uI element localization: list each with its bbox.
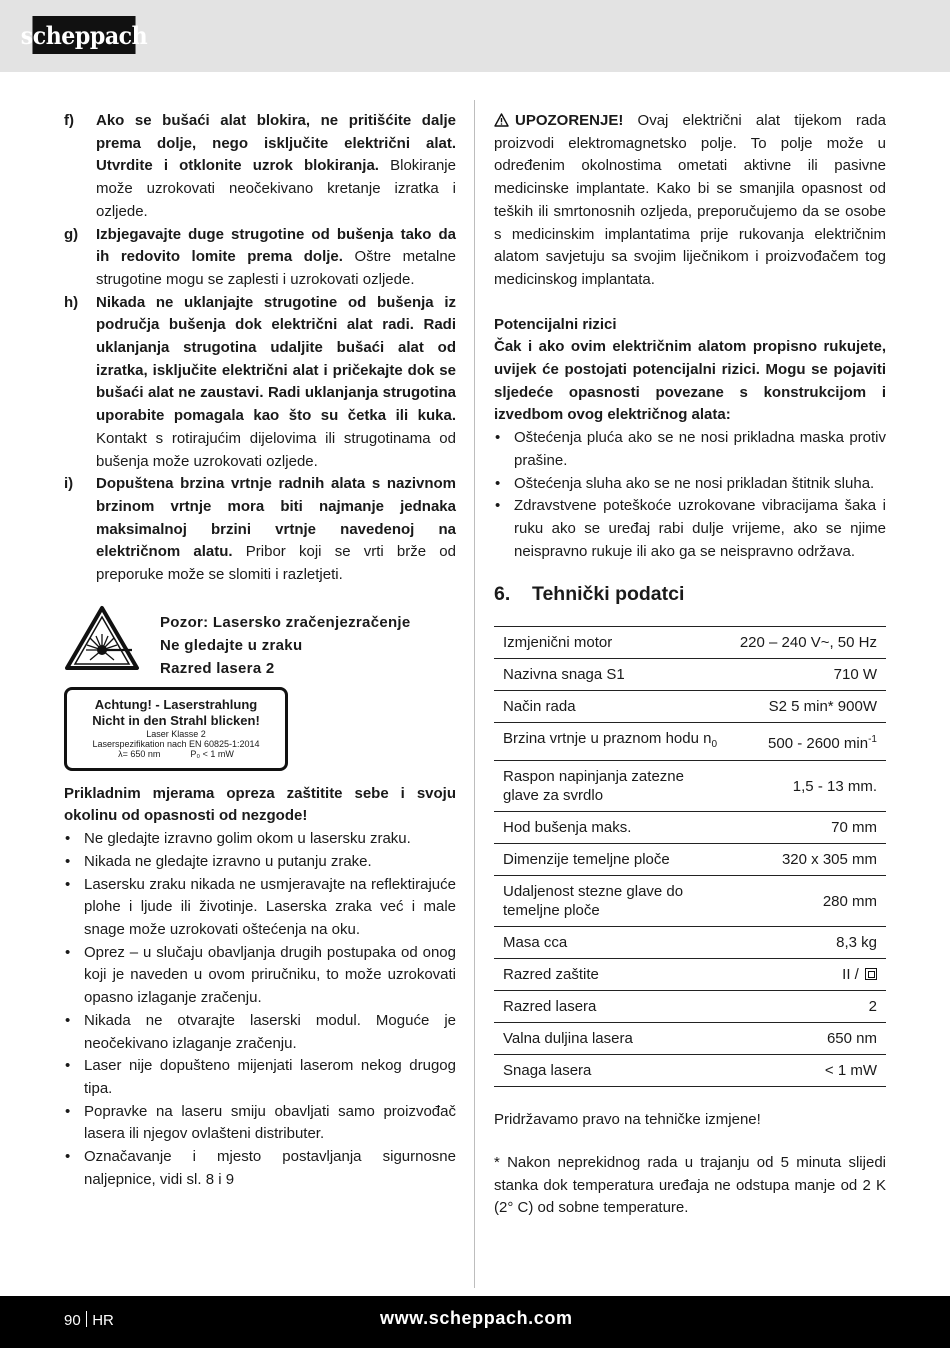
spec-value: 320 x 305 mm [731,844,886,876]
spec-value [731,959,886,991]
table-row [494,1023,886,1055]
spec-label: Masa cca [494,927,731,959]
sticker-wavelength: λ= 650 nm [118,748,161,759]
list-item-text: Ne gledajte izravno golim okom u lasersku zraku. [84,830,411,848]
item-normal-text: Oštre metalne strugotine mogu se zaplesti i uzrokovati ozljede. [96,248,457,288]
sticker-line: Laserspezifikation nach EN 60825-1:2014 [92,738,260,749]
item-letter: h) [64,293,79,311]
spec-label: Izmjenični motor [494,627,731,659]
table-row [494,761,886,812]
tech-data-table [494,626,886,1087]
laser-class-line: Razred lasera 2 [160,659,275,677]
list-item-text: Oštećenja sluha ako se ne nosi prikladan štitnik sluha. [514,474,875,492]
sticker-line: Laser Klasse 2 [146,728,206,739]
list-item-text: Oprez – u slučaju obavljanja drugih postupaka od onog koji je naveden u ovom priručniku, to može uzrokovati opasno izlaganje zračenju. [84,943,456,1007]
spec-label: Udaljenost stezne glave do temeljne ploče [494,876,731,927]
website-link[interactable]: www.scheppach.com [380,1308,573,1328]
safety-item-f [64,110,456,224]
safety-item-g [64,224,456,292]
spec-label: Razred zaštite [494,959,731,991]
item-normal-text: Kontakt s rotirajućim dijelovima ili strugotinama od bušenja može uzrokovati ozljede. [96,429,456,470]
list-item [494,495,886,563]
table-row [494,691,886,723]
spec-label: Nazivna snaga S1 [494,659,731,691]
spec-value: 710 W [731,659,886,691]
spec-value: < 1 mW [731,1055,886,1087]
page-footer [0,1296,950,1348]
list-item-text: Nikada ne gledajte izravno u putanju zrake. [84,852,372,870]
laser-safety-list [64,828,456,1191]
bullet-icon: • [65,943,71,961]
list-item [64,1146,456,1191]
sticker-spec-line [67,749,285,759]
list-item [64,1010,456,1055]
table-row [494,812,886,844]
spec-label: Raspon napinjanja zatezne glave za svrdlo [494,761,731,812]
table-row [494,659,886,691]
item-letter: i) [64,475,74,493]
list-item [64,942,456,1010]
emf-warning [494,110,886,292]
item-text [96,224,456,292]
language-code: HR [92,1312,114,1329]
bullet-icon: • [65,1102,71,1120]
list-item [64,851,456,874]
list-item-text: Oštećenja pluća ako se ne nosi prikladna maska protiv prašine. [514,429,886,469]
bullet-icon: • [65,1057,71,1075]
item-text [96,292,456,474]
item-text [96,110,456,224]
bullet-icon: • [495,497,501,515]
table-row [494,844,886,876]
protection-class-ii-icon [865,968,877,980]
laser-label-sticker [64,687,288,771]
page-number [64,1311,114,1329]
bullet-icon: • [65,1011,71,1029]
spec-value-superscript: -1 [868,734,877,746]
bullet-icon: • [65,852,71,870]
list-item-text: Označavanje i mjesto postavljanja sigurnosne naljepnice, vidi sl. 8 i 9 [84,1148,456,1188]
table-row [494,627,886,659]
protect-heading: Prikladnim mjerama opreza zaštitite sebe i svoju okolinu od opasnosti od nezgode! [64,784,456,825]
table-row [494,991,886,1023]
separator [86,1311,88,1327]
spec-label: Valna duljina lasera [494,1023,731,1055]
spec-value [731,723,886,761]
item-bold-text: Izbjegavajte duge strugotine od bušenja tako da ih redovito lomite prema dolje. [96,225,456,266]
right-column [494,110,886,1220]
spec-value: 650 nm [731,1023,886,1055]
footnote: * Nakon neprekidnog rada u trajanju od 5 minuta slijedi stanka dok temperatura uređaja ne odstupa manje od 2 K (2° C) od sobne temperature. [494,1154,886,1217]
scheppach-logo: scheppach [32,16,135,54]
spec-label: Razred lasera [494,991,731,1023]
list-item [64,1101,456,1146]
spec-value: 1,5 - 13 mm. [731,761,886,812]
laser-warning-text [160,611,411,680]
item-normal-text: Blokiranje može uzrokovati neočekivano kretanje izratka i ozljede. [96,157,456,220]
item-letter: f) [64,112,74,129]
spec-value-text: 500 - 2600 min [768,735,869,753]
list-item [64,1055,456,1100]
safety-item-i [64,473,456,587]
table-row [494,723,886,761]
list-item-text: Laser nije dopušteno mijenjati laserom nekog drugog tipa. [84,1057,456,1097]
page-number-value: 90 [64,1312,81,1329]
spec-label: Dimenzije temeljne ploče [494,844,731,876]
bullet-icon: • [65,1148,71,1166]
spec-value: S2 5 min* 900W [731,691,886,723]
spec-label-subscript: 0 [711,739,718,751]
table-row [494,1055,886,1087]
list-item-text: Popravke na laseru smiju obavljati samo proizvođač lasera ili njegov ovlašteni distributer. [84,1102,456,1143]
spec-value: 220 – 240 V~, 50 Hz [731,627,886,659]
section-number: 6. [494,583,511,606]
item-text [96,473,456,587]
table-row [494,959,886,991]
spec-label: Hod bušenja maks. [494,812,731,844]
risks-intro: Čak i ako ovim električnim alatom propisno rukujete, uvijek će postojati potencijalni rizici. Mogu se pojaviti sljedeće opasnosti povezane s konstrukcijom i izvedbom ovog električnog alata: [494,338,886,424]
list-item [494,473,886,496]
column-divider [474,100,475,1288]
list-item [494,427,886,472]
laser-warning-block [64,603,456,783]
warning-triangle-icon [494,113,509,127]
reserve-note: Pridržavamo pravo na tehničke izmjene! [494,1111,761,1129]
list-item [64,828,456,851]
list-item-text: Nikada ne otvarajte laserski modul. Moguće je neočekivano izlaganje zračenju. [84,1011,456,1052]
item-normal-text: Pribor koji se vrti brže od preporuke može se slomiti i razletjeti. [96,543,456,584]
spec-value: 70 mm [731,812,886,844]
table-row [494,876,886,927]
bullet-icon: • [65,830,71,848]
list-item [64,874,456,942]
risks-title: Potencijalni rizici [494,315,617,333]
bullet-icon: • [495,429,501,447]
spec-label [494,723,731,761]
sticker-power: P₀ < 1 mW [190,748,234,759]
spec-value-text: II / [842,966,863,984]
bullet-icon: • [495,474,501,492]
item-letter: g) [64,225,79,243]
spec-label: Način rada [494,691,731,723]
section-title: Tehnički podatci [532,583,685,606]
table-row [494,927,886,959]
risks-list [494,427,886,563]
spec-value: 8,3 kg [731,927,886,959]
spec-label-text: Brzina vrtnje u praznom hodu n [503,730,712,748]
item-bold-text: Dopuštena brzina vrtnje radnih alata s nazivnom brzinom vrtnje mora biti najmanje jednaka maksimalnoj brzini vrtnje navedenoj na električnom alatu. [96,475,456,561]
section-heading [494,583,886,606]
item-bold-text: Ako se bušaći alat blokira, ne pritišćite dalje prema dolje, nego isključite električni alat. Utvrdite i otklonite uzrok blokiranja. [96,112,456,175]
item-bold-text: Nikada ne uklanjajte strugotine od bušenja iz područja bušenja dok električni alat radi. Radi uklanjanja strugotina udaljite bušaći alat od izratka, isključite električni alat i pričekajte dok se bušaći alat ne zaustavi. Radi uklanjanja strugotina uporabite pomagala kao što su četka ili kuka. [96,293,456,425]
left-column [64,110,456,1191]
bullet-icon: • [65,875,71,893]
warning-text: Ovaj električni alat tijekom rada proizvodi elektromagnetsko polje. To polje može u određenim okolnostima ometati aktivne ili pasivne medicinske implantate. Kako bi se smanjila opasnost od teških ili smrtonosnih ozljeda, preporučujemo da se osobe s medicinskim implantatima prije rukovanja električnim alatom savjetuju sa svojim liječnikom i proizvođačem tog medicinskog implantata. [494,112,886,288]
page-header [0,0,950,72]
spec-label: Snaga lasera [494,1055,731,1087]
laser-warning-line: Pozor: Lasersko zračenjezračenje [160,613,411,631]
list-item-text: Lasersku zraku nikada ne usmjeravajte na reflektirajuće plohe i ljude ili životinje. Laserska zraka već i male snage može uzrokovati oštećenja na oku. [84,875,456,938]
safety-item-h [64,292,456,474]
laser-warning-line: Ne gledajte u zraku [160,636,303,654]
warning-label: UPOZORENJE! [515,112,624,129]
spec-value: 2 [731,991,886,1023]
sticker-line: Achtung! - Laserstrahlung [94,696,258,712]
laser-hazard-icon [64,605,140,671]
list-item-text: Zdravstvene poteškoće uzrokovane vibracijama šaka i ruku ako se uređaj rabi dulje vrijeme, ako se njime neispravno rukuje ili ako ga se neispravno održava. [514,497,886,560]
spec-value: 280 mm [731,876,886,927]
sticker-line: Nicht in den Strahl blicken! [92,712,260,728]
